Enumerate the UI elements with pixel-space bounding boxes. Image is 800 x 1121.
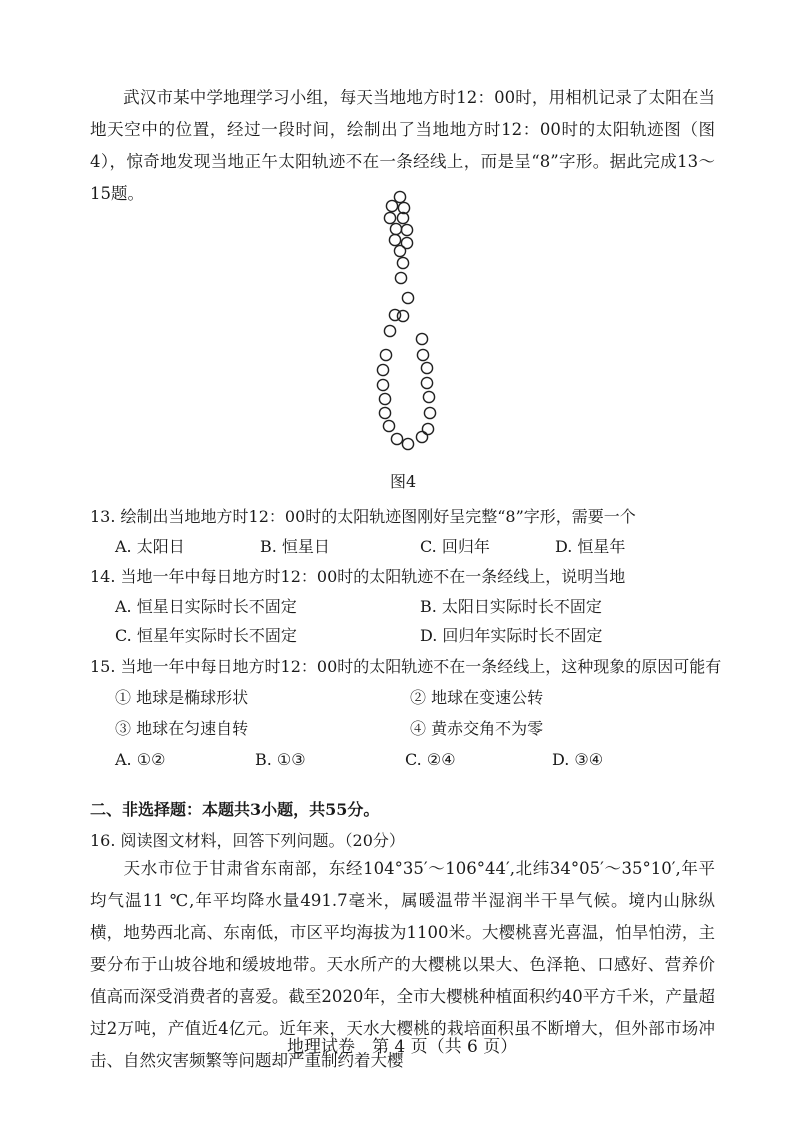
q13-option-c[interactable]: C. 回归年 [420,537,490,556]
sun-position-circle [416,333,427,344]
sun-position-circle [380,349,391,360]
q15-option-c[interactable]: C. ②④ [405,750,456,769]
sun-position-circle [389,234,400,245]
sun-position-circle [402,438,413,449]
sun-position-circle [386,200,397,211]
sun-position-circle [421,377,432,388]
q15-option-b[interactable]: B. ①③ [255,750,306,769]
sun-position-circle [421,362,432,373]
q14-option-a[interactable]: A. 恒星日实际时长不固定 [115,597,297,616]
sun-position-circle [383,420,394,431]
analemma-figure-eight-icon [360,185,450,455]
sun-position-circle [384,325,395,336]
intro-text: 武汉市某中学地理学习小组，每天当地地方时12：00时，用相机记录了太阳在当地天空中的位置，经过一段时间，绘制出了当地地方时12：00时的太阳轨迹图（图4），惊奇地发现当地正午太阳轨迹不在一条经线上，而是呈“8”字形。据此完成13～15题。 [90,88,715,203]
sun-position-circle [379,393,390,404]
figure-caption: 图4 [390,472,417,491]
sun-position-circle [416,431,427,442]
q16-text: 天水市位于甘肃省东南部，东经104°35′～106°44′,北纬34°05′～35°10′,年平均气温11 ℃,年平均降水量491.7毫米，属暖温带半湿润半干旱气候。境内山脉纵横，地势西北高、东南低，市区平均海拔为1100米。大樱桃喜光喜温，怕旱怕涝，主要分布于山坡谷地和缓坡地带。天水所产的大樱桃以果大、色泽艳、口感好、营养价值高而深受消费者的喜爱。截至2020年，全市大樱桃种植面积约40平方千米，产量超过2万吨，产值近4亿元。近年来，天水大樱桃的栽培面积虽不断增大，但外部市场冲击、自然灾害频繁等问题却严重制约着大樱 [90,859,715,1070]
sun-position-circle [401,224,412,235]
q14-option-b[interactable]: B. 太阳日实际时长不固定 [420,597,602,616]
sun-position-circle [384,212,395,223]
q15-statement-1: ① 地球是椭球形状 [115,688,249,707]
page-footer: 地理试卷 第 4 页（共 6 页） [287,1037,518,1057]
q13-option-b[interactable]: B. 恒星日 [260,537,330,556]
sun-position-circle [390,223,401,234]
sun-position-circle [423,391,434,402]
q13-option-a[interactable]: A. 太阳日 [115,537,185,556]
sun-position-circle [391,433,402,444]
q15-statement-3: ③ 地球在匀速自转 [115,719,249,738]
q15-statement-4: ④ 黄赤交角不为零 [410,719,544,738]
sun-position-circle [424,407,435,418]
question-16-stem: 16. 阅读图文材料，回答下列问题。（20分） [90,831,405,850]
sun-position-circle [402,292,413,303]
question-14-stem: 14. 当地一年中每日地方时12：00时的太阳轨迹不在一条经线上，说明当地 [90,567,626,586]
section-2-heading: 二、非选择题：本题共3小题，共55分。 [90,800,380,819]
question-15-stem: 15. 当地一年中每日地方时12：00时的太阳轨迹不在一条经线上，这种现象的原因可能有 [90,657,722,676]
sun-position-circle [379,407,390,418]
sun-position-circle [377,379,388,390]
q13-option-d[interactable]: D. 恒星年 [555,537,626,556]
sun-position-circle [417,349,428,360]
sun-position-circle [394,245,405,256]
sun-position-circle [395,272,406,283]
q14-option-c[interactable]: C. 恒星年实际时长不固定 [115,626,297,645]
q14-option-d[interactable]: D. 回归年实际时长不固定 [420,626,603,645]
sun-position-circle [394,191,405,202]
sun-position-circle [377,364,388,375]
sun-position-circle [422,423,433,434]
sun-position-circle [397,257,408,268]
q15-statement-2: ② 地球在变速公转 [410,688,544,707]
q15-option-d[interactable]: D. ③④ [552,750,604,769]
question-13-stem: 13. 绘制出当地地方时12：00时的太阳轨迹图刚好呈完整“8”字形，需要一个 [90,507,636,526]
sun-position-circle [397,310,408,321]
q15-option-a[interactable]: A. ①② [115,750,166,769]
